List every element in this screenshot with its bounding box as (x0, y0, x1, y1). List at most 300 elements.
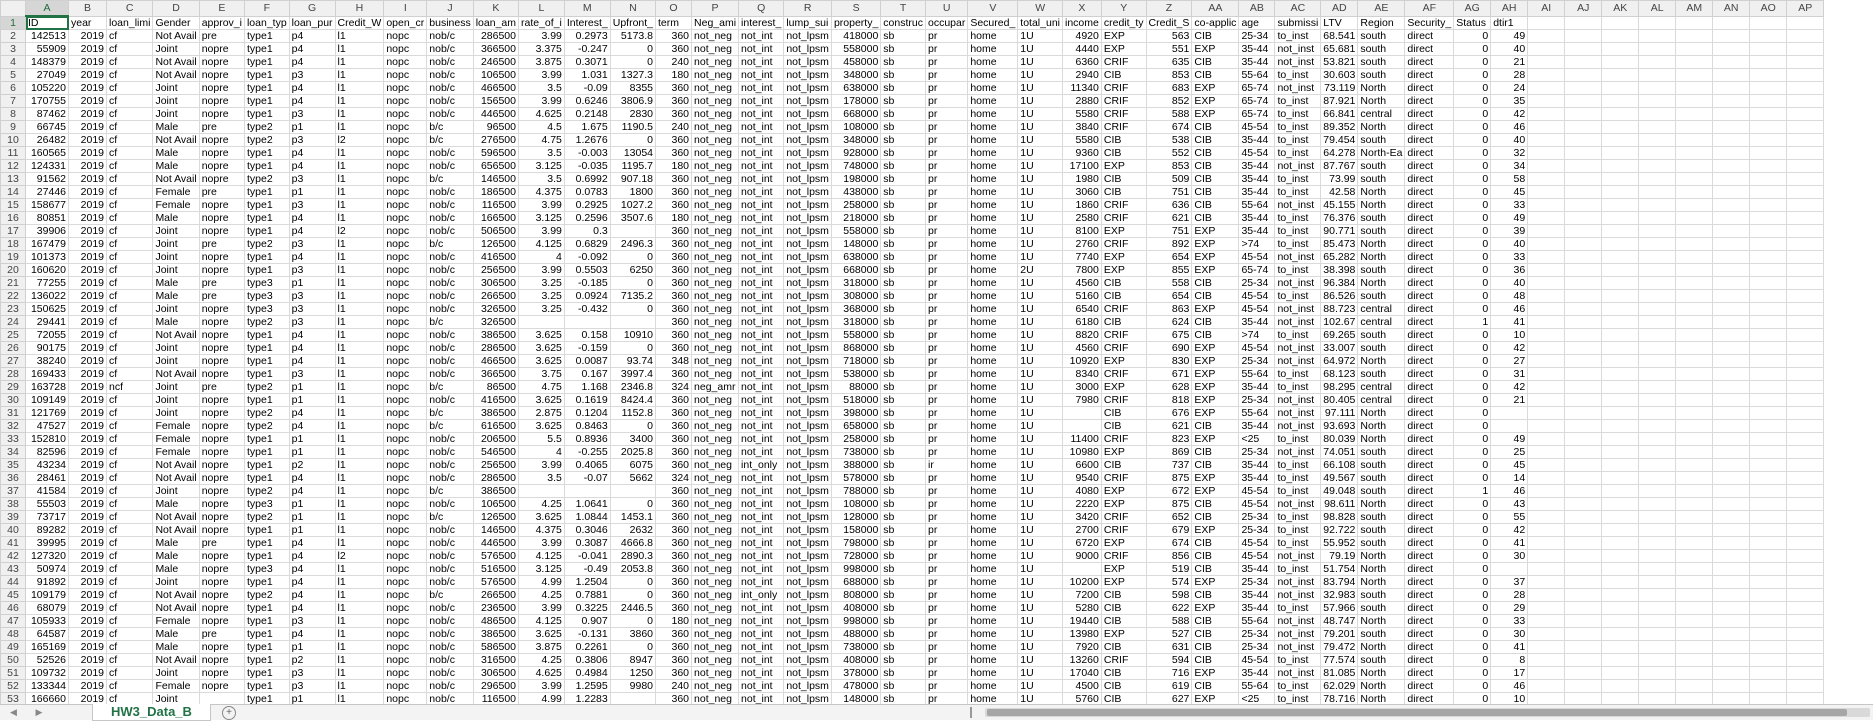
data-cell[interactable]: 0.3087 (564, 537, 610, 550)
data-cell[interactable]: to_inst (1275, 368, 1321, 381)
data-cell[interactable] (1639, 186, 1676, 199)
data-cell[interactable] (1528, 290, 1565, 303)
data-cell[interactable]: 68.541 (1321, 30, 1358, 43)
data-cell[interactable]: direct (1405, 563, 1454, 576)
data-cell[interactable] (1750, 225, 1787, 238)
data-cell[interactable]: 588 (1146, 108, 1192, 121)
data-cell[interactable]: 527 (1146, 628, 1192, 641)
data-cell[interactable]: cf (107, 173, 153, 186)
data-cell[interactable]: 668000 (831, 264, 880, 277)
row-header[interactable]: 43 (1, 563, 26, 576)
data-cell[interactable]: direct (1405, 264, 1454, 277)
data-cell[interactable]: 2019 (69, 589, 107, 602)
data-cell[interactable]: 165169 (26, 641, 69, 654)
data-cell[interactable] (1787, 121, 1824, 134)
data-cell[interactable]: cf (107, 433, 153, 446)
data-cell[interactable]: b/c (427, 238, 473, 251)
data-cell[interactable]: l1 (335, 238, 384, 251)
data-cell[interactable]: direct (1405, 641, 1454, 654)
data-cell[interactable]: 360 (656, 576, 692, 589)
data-cell[interactable]: sb (881, 108, 926, 121)
data-cell[interactable]: 0 (1454, 667, 1491, 680)
data-cell[interactable]: l1 (335, 485, 384, 498)
data-cell[interactable]: direct (1405, 667, 1454, 680)
data-cell[interactable]: 875 (1146, 498, 1192, 511)
data-cell[interactable]: not_int (739, 186, 784, 199)
data-cell[interactable]: not_lpsm (784, 576, 832, 589)
data-cell[interactable]: l1 (335, 511, 384, 524)
data-cell[interactable]: 4.25 (519, 498, 565, 511)
data-cell[interactable]: CRIF (1101, 199, 1146, 212)
data-cell[interactable]: l1 (335, 43, 384, 56)
data-cell[interactable]: home (968, 277, 1018, 290)
column-header-AP[interactable]: AP (1787, 1, 1824, 17)
data-cell[interactable]: not_neg (692, 251, 739, 264)
data-cell[interactable]: not_lpsm (784, 251, 832, 264)
column-header-AF[interactable]: AF (1405, 1, 1454, 17)
data-cell[interactable]: 25-34 (1239, 355, 1275, 368)
data-cell[interactable]: 4.75 (519, 134, 565, 147)
data-cell[interactable]: CIB (1192, 420, 1239, 433)
data-cell[interactable]: type1 (244, 446, 289, 459)
data-cell[interactable] (1639, 108, 1676, 121)
data-cell[interactable]: sb (881, 693, 926, 705)
data-cell[interactable]: Male (153, 641, 199, 654)
data-cell[interactable]: not_inst (1275, 277, 1321, 290)
data-cell[interactable]: l1 (335, 602, 384, 615)
data-cell[interactable]: 42 (1491, 524, 1528, 537)
data-cell[interactable]: 3.375 (519, 43, 565, 56)
data-cell[interactable]: 87.767 (1321, 160, 1358, 173)
data-cell[interactable]: 4.5 (519, 121, 565, 134)
data-cell[interactable] (1565, 563, 1602, 576)
data-cell[interactable]: 30 (1491, 550, 1528, 563)
data-cell[interactable]: 631 (1146, 641, 1192, 654)
data-cell[interactable]: pr (925, 199, 967, 212)
data-cell[interactable] (1639, 537, 1676, 550)
data-cell[interactable] (1528, 563, 1565, 576)
data-cell[interactable]: 360 (656, 316, 692, 329)
data-cell[interactable]: not_neg (692, 186, 739, 199)
data-cell[interactable] (1602, 524, 1639, 537)
data-cell[interactable]: CIB (1192, 628, 1239, 641)
data-cell[interactable]: home (968, 108, 1018, 121)
data-cell[interactable]: 0.0783 (564, 186, 610, 199)
data-cell[interactable]: pr (925, 602, 967, 615)
horizontal-scrollbar-thumb[interactable] (987, 709, 1847, 716)
data-cell[interactable]: sb (881, 121, 926, 134)
data-cell[interactable] (1713, 641, 1750, 654)
data-cell[interactable] (1565, 43, 1602, 56)
data-cell[interactable]: pr (925, 589, 967, 602)
data-cell[interactable]: not_neg (692, 693, 739, 705)
data-cell[interactable]: 3.5 (519, 173, 565, 186)
data-cell[interactable]: sb (881, 134, 926, 147)
data-cell[interactable]: home (968, 329, 1018, 342)
data-cell[interactable]: home (968, 264, 1018, 277)
data-cell[interactable]: 1U (1018, 121, 1063, 134)
data-cell[interactable]: 4.625 (519, 108, 565, 121)
data-cell[interactable]: CIB (1101, 693, 1146, 705)
data-cell[interactable]: 42 (1491, 381, 1528, 394)
data-cell[interactable]: direct (1405, 342, 1454, 355)
data-cell[interactable]: 674 (1146, 537, 1192, 550)
data-cell[interactable]: nopc (384, 30, 427, 43)
data-cell[interactable]: 2019 (69, 173, 107, 186)
column-header-G[interactable]: G (289, 1, 335, 17)
data-cell[interactable] (1713, 563, 1750, 576)
data-cell[interactable]: CIB (1192, 329, 1239, 342)
data-cell[interactable]: p1 (289, 381, 335, 394)
data-cell[interactable]: cf (107, 43, 153, 56)
data-cell[interactable]: home (968, 524, 1018, 537)
data-cell[interactable] (1528, 420, 1565, 433)
data-cell[interactable]: not_lpsm (784, 511, 832, 524)
data-cell[interactable]: 1027.2 (610, 199, 655, 212)
data-cell[interactable]: nopc (384, 264, 427, 277)
data-cell[interactable]: type2 (244, 316, 289, 329)
data-cell[interactable] (1565, 355, 1602, 368)
data-cell[interactable]: 0.2925 (564, 199, 610, 212)
data-cell[interactable]: 1U (1018, 199, 1063, 212)
data-cell[interactable] (1602, 615, 1639, 628)
data-cell[interactable]: 4.25 (519, 654, 565, 667)
data-cell[interactable]: l1 (335, 654, 384, 667)
data-cell[interactable]: 627 (1146, 693, 1192, 705)
data-cell[interactable] (1528, 368, 1565, 381)
row-header[interactable]: 22 (1, 290, 26, 303)
data-cell[interactable]: 180 (656, 615, 692, 628)
data-cell[interactable]: type1 (244, 329, 289, 342)
data-cell[interactable]: to_inst (1275, 95, 1321, 108)
column-title-cell[interactable]: co-applic (1192, 16, 1239, 30)
data-cell[interactable]: 1U (1018, 667, 1063, 680)
data-cell[interactable]: pre (199, 290, 244, 303)
data-cell[interactable]: not_int (739, 524, 784, 537)
data-cell[interactable]: cf (107, 589, 153, 602)
data-cell[interactable]: type1 (244, 602, 289, 615)
data-cell[interactable]: nob/c (427, 433, 473, 446)
data-cell[interactable]: Joint (153, 667, 199, 680)
data-cell[interactable]: 360 (656, 589, 692, 602)
data-cell[interactable] (1528, 576, 1565, 589)
data-cell[interactable]: North (1358, 641, 1405, 654)
data-cell[interactable]: direct (1405, 303, 1454, 316)
data-cell[interactable]: North (1358, 407, 1405, 420)
data-cell[interactable] (1639, 628, 1676, 641)
data-cell[interactable]: 4560 (1063, 277, 1102, 290)
data-cell[interactable]: 11340 (1063, 82, 1102, 95)
data-cell[interactable]: sb (881, 30, 926, 43)
data-cell[interactable]: 55-64 (1239, 680, 1275, 693)
data-cell[interactable] (1713, 121, 1750, 134)
data-cell[interactable]: 388000 (831, 459, 880, 472)
data-cell[interactable] (1676, 186, 1713, 199)
data-cell[interactable]: not_inst (1275, 407, 1321, 420)
data-cell[interactable]: 0 (1454, 498, 1491, 511)
data-cell[interactable]: nob/c (427, 342, 473, 355)
row-header[interactable]: 10 (1, 134, 26, 147)
data-cell[interactable]: 4.625 (519, 667, 565, 680)
data-cell[interactable] (1713, 56, 1750, 69)
data-cell[interactable]: 1U (1018, 342, 1063, 355)
data-cell[interactable]: CIB (1192, 589, 1239, 602)
data-cell[interactable]: 3.25 (519, 303, 565, 316)
data-cell[interactable]: EXP (1192, 82, 1239, 95)
data-cell[interactable]: Male (153, 498, 199, 511)
data-cell[interactable]: 286500 (473, 472, 518, 485)
data-cell[interactable]: type3 (244, 563, 289, 576)
data-cell[interactable]: pr (925, 329, 967, 342)
data-cell[interactable]: direct (1405, 108, 1454, 121)
data-cell[interactable]: pr (925, 407, 967, 420)
data-cell[interactable]: 1U (1018, 589, 1063, 602)
data-cell[interactable]: 77.574 (1321, 654, 1358, 667)
data-cell[interactable] (1676, 381, 1713, 394)
data-cell[interactable]: pr (925, 69, 967, 82)
data-cell[interactable]: 3.625 (519, 628, 565, 641)
data-cell[interactable]: 576500 (473, 576, 518, 589)
data-cell[interactable] (1602, 342, 1639, 355)
data-cell[interactable]: south (1358, 290, 1405, 303)
data-cell[interactable]: cf (107, 667, 153, 680)
data-cell[interactable]: 360 (656, 602, 692, 615)
data-cell[interactable]: pr (925, 563, 967, 576)
data-cell[interactable]: home (968, 121, 1018, 134)
data-cell[interactable]: not_lpsm (784, 43, 832, 56)
data-cell[interactable]: to_inst (1275, 147, 1321, 160)
data-cell[interactable]: 0 (610, 615, 655, 628)
data-cell[interactable]: CIB (1192, 446, 1239, 459)
data-cell[interactable] (1639, 368, 1676, 381)
data-cell[interactable]: nob/c (427, 82, 473, 95)
data-cell[interactable]: 0 (610, 134, 655, 147)
data-cell[interactable]: 55909 (26, 43, 69, 56)
data-cell[interactable]: 85.473 (1321, 238, 1358, 251)
data-cell[interactable]: type1 (244, 160, 289, 173)
data-cell[interactable] (1750, 290, 1787, 303)
row-header[interactable]: 34 (1, 446, 26, 459)
data-cell[interactable]: North (1358, 667, 1405, 680)
row-header[interactable]: 14 (1, 186, 26, 199)
data-cell[interactable] (1602, 316, 1639, 329)
row-header[interactable]: 2 (1, 30, 26, 43)
data-cell[interactable]: 33 (1491, 251, 1528, 264)
data-cell[interactable]: 368000 (831, 303, 880, 316)
column-title-cell[interactable]: credit_ty (1101, 16, 1146, 30)
data-cell[interactable] (1528, 446, 1565, 459)
data-cell[interactable]: CIB (1192, 511, 1239, 524)
data-cell[interactable]: 1U (1018, 524, 1063, 537)
data-cell[interactable]: North (1358, 576, 1405, 589)
data-cell[interactable]: p1 (289, 433, 335, 446)
data-cell[interactable]: CRIF (1101, 550, 1146, 563)
row-header[interactable]: 36 (1, 472, 26, 485)
data-cell[interactable]: sb (881, 225, 926, 238)
data-cell[interactable] (1750, 147, 1787, 160)
data-cell[interactable]: cf (107, 693, 153, 705)
data-cell[interactable]: 360 (656, 43, 692, 56)
data-cell[interactable]: p4 (289, 212, 335, 225)
data-cell[interactable] (1639, 524, 1676, 537)
data-cell[interactable] (1565, 329, 1602, 342)
data-cell[interactable] (1787, 550, 1824, 563)
data-cell[interactable]: cf (107, 524, 153, 537)
data-cell[interactable]: not_int (739, 225, 784, 238)
data-cell[interactable]: cf (107, 82, 153, 95)
data-cell[interactable] (1787, 43, 1824, 56)
column-header-M[interactable]: M (564, 1, 610, 17)
data-cell[interactable]: not_lpsm (784, 394, 832, 407)
data-cell[interactable]: CIB (1101, 407, 1146, 420)
data-cell[interactable]: cf (107, 160, 153, 173)
data-cell[interactable]: 1U (1018, 238, 1063, 251)
data-cell[interactable]: North (1358, 82, 1405, 95)
data-cell[interactable]: 0 (1454, 43, 1491, 56)
data-cell[interactable]: 126500 (473, 511, 518, 524)
data-cell[interactable] (1787, 173, 1824, 186)
data-cell[interactable]: 830 (1146, 355, 1192, 368)
data-cell[interactable]: direct (1405, 186, 1454, 199)
data-cell[interactable]: CIB (1101, 173, 1146, 186)
data-cell[interactable]: 1U (1018, 30, 1063, 43)
data-cell[interactable]: 2019 (69, 134, 107, 147)
data-cell[interactable]: 35-44 (1239, 563, 1275, 576)
data-cell[interactable]: nob/c (427, 355, 473, 368)
data-cell[interactable]: 25 (1491, 446, 1528, 459)
data-cell[interactable]: not_inst (1275, 550, 1321, 563)
data-cell[interactable]: 146500 (473, 173, 518, 186)
data-cell[interactable]: 276500 (473, 134, 518, 147)
data-cell[interactable]: nopc (384, 420, 427, 433)
data-cell[interactable]: 65-74 (1239, 95, 1275, 108)
data-cell[interactable] (1528, 56, 1565, 69)
data-cell[interactable]: 1U (1018, 251, 1063, 264)
data-cell[interactable] (1787, 563, 1824, 576)
data-cell[interactable]: type1 (244, 355, 289, 368)
data-cell[interactable]: sb (881, 82, 926, 95)
data-cell[interactable]: CIB (1192, 316, 1239, 329)
column-header-B[interactable]: B (69, 1, 107, 17)
data-cell[interactable] (1528, 472, 1565, 485)
data-cell[interactable]: 0 (1454, 550, 1491, 563)
data-cell[interactable]: 13980 (1063, 628, 1102, 641)
data-cell[interactable]: 1U (1018, 459, 1063, 472)
data-cell[interactable]: 45-54 (1239, 485, 1275, 498)
data-cell[interactable]: 1U (1018, 329, 1063, 342)
data-cell[interactable]: 0 (1454, 615, 1491, 628)
data-cell[interactable]: 0.2148 (564, 108, 610, 121)
data-cell[interactable]: pr (925, 628, 967, 641)
data-cell[interactable]: 158677 (26, 199, 69, 212)
data-cell[interactable]: type1 (244, 628, 289, 641)
data-cell[interactable]: 2019 (69, 355, 107, 368)
data-cell[interactable]: type1 (244, 641, 289, 654)
data-cell[interactable]: 0 (1454, 628, 1491, 641)
data-cell[interactable]: home (968, 225, 1018, 238)
data-cell[interactable]: home (968, 199, 1018, 212)
data-cell[interactable] (1565, 524, 1602, 537)
data-cell[interactable] (1713, 680, 1750, 693)
data-cell[interactable]: not_int (739, 160, 784, 173)
data-cell[interactable]: south (1358, 472, 1405, 485)
data-cell[interactable]: 2220 (1063, 498, 1102, 511)
data-cell[interactable]: 0 (1454, 199, 1491, 212)
data-cell[interactable]: nob/c (427, 277, 473, 290)
column-header-N[interactable]: N (610, 1, 655, 17)
data-cell[interactable]: 1U (1018, 407, 1063, 420)
data-cell[interactable]: 2019 (69, 290, 107, 303)
data-cell[interactable]: 8100 (1063, 225, 1102, 238)
data-cell[interactable]: home (968, 43, 1018, 56)
data-cell[interactable]: 25-34 (1239, 30, 1275, 43)
data-cell[interactable]: nopre (199, 511, 244, 524)
data-cell[interactable]: 89282 (26, 524, 69, 537)
data-cell[interactable]: nopc (384, 576, 427, 589)
data-cell[interactable] (1713, 355, 1750, 368)
data-cell[interactable]: not_neg (692, 212, 739, 225)
data-cell[interactable]: 324 (656, 472, 692, 485)
data-cell[interactable]: 4.75 (519, 381, 565, 394)
data-cell[interactable]: not_neg (692, 589, 739, 602)
data-cell[interactable] (1528, 212, 1565, 225)
data-cell[interactable]: 1U (1018, 95, 1063, 108)
data-cell[interactable]: 5173.8 (610, 30, 655, 43)
data-cell[interactable] (1676, 121, 1713, 134)
data-cell[interactable]: North (1358, 186, 1405, 199)
column-title-cell[interactable]: Security_ (1405, 16, 1454, 30)
data-cell[interactable]: 43 (1491, 498, 1528, 511)
data-cell[interactable] (1602, 173, 1639, 186)
data-cell[interactable] (1602, 511, 1639, 524)
data-cell[interactable]: 166660 (26, 693, 69, 705)
data-cell[interactable] (1639, 355, 1676, 368)
data-cell[interactable]: EXP (1192, 667, 1239, 680)
data-cell[interactable]: nopc (384, 108, 427, 121)
data-cell[interactable]: 3400 (610, 433, 655, 446)
data-cell[interactable]: home (968, 498, 1018, 511)
data-cell[interactable]: 240 (656, 680, 692, 693)
data-cell[interactable]: to_inst (1275, 485, 1321, 498)
data-cell[interactable]: pr (925, 82, 967, 95)
data-cell[interactable]: 486500 (473, 615, 518, 628)
data-cell[interactable]: Joint (153, 576, 199, 589)
data-cell[interactable]: 88000 (831, 381, 880, 394)
data-cell[interactable] (1528, 43, 1565, 56)
data-cell[interactable] (564, 316, 610, 329)
data-cell[interactable]: 36 (1491, 264, 1528, 277)
data-cell[interactable]: type1 (244, 56, 289, 69)
data-cell[interactable]: Not Avail (153, 511, 199, 524)
column-title-cell[interactable] (1639, 16, 1676, 30)
data-cell[interactable]: North (1358, 563, 1405, 576)
data-cell[interactable]: not_neg (692, 524, 739, 537)
data-cell[interactable] (1528, 381, 1565, 394)
data-cell[interactable]: nopc (384, 290, 427, 303)
data-cell[interactable]: home (968, 394, 1018, 407)
data-cell[interactable]: 2446.5 (610, 602, 655, 615)
data-cell[interactable]: 186500 (473, 186, 518, 199)
data-cell[interactable]: not_inst (1275, 589, 1321, 602)
data-cell[interactable]: Female (153, 433, 199, 446)
data-cell[interactable] (1639, 342, 1676, 355)
data-cell[interactable] (1750, 212, 1787, 225)
data-cell[interactable]: nopc (384, 225, 427, 238)
data-cell[interactable]: pr (925, 290, 967, 303)
data-cell[interactable]: Not Avail (153, 69, 199, 82)
data-cell[interactable] (1565, 251, 1602, 264)
data-cell[interactable]: 360 (656, 329, 692, 342)
